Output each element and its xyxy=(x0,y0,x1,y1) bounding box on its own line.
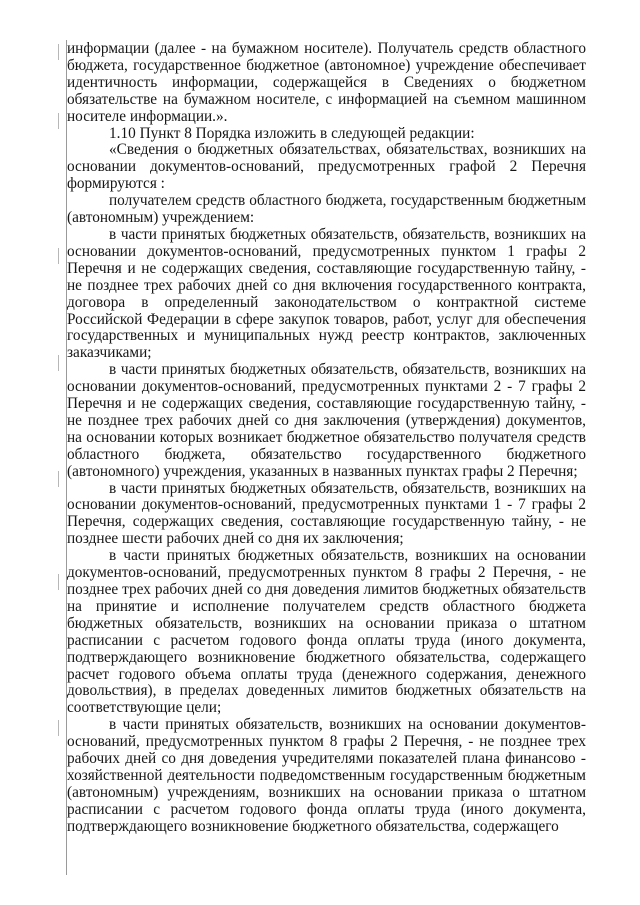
scan-mark xyxy=(58,355,59,371)
scan-mark xyxy=(58,248,59,264)
scan-mark xyxy=(58,44,59,60)
paragraph-continuation: информации (далее - на бумажном носителе). Получатель средств областного бюджета, государственное бюджетное (автономное) учреждение обеспечивает идентичность информации, содержащейся в Сведениях о бюджетном обязательстве на бумажном носителе, с информацией на съемном машинном носителе информации.». xyxy=(67,40,586,125)
paragraph-intro: «Сведения о бюджетных обязательствах, обязательствах, возникших на основании документов-оснований, предусмотренных графой 2 Перечня формируются : xyxy=(67,141,586,193)
scan-mark xyxy=(58,720,59,736)
paragraph-item-2: в части принятых бюджетных обязательств, обязательств, возникших на основании документов-оснований, предусмотренных пунктами 2 - 7 графы 2 Перечня и не содержащих сведения, составляющие государственную тайну, - не позднее трех рабочих дней со дня заключения (утверждения) документов, на основании которых возникает бюджетное обязательство получателя средств областного бюджета, обязательство государственного бюджетного (автономного) учреждения, указанных в названных пунктах графы 2 Перечня; xyxy=(67,361,586,480)
paragraph-item-3: в части принятых бюджетных обязательств, обязательств, возникших на основании документов-оснований, предусмотренных пунктами 1 - 7 графы 2 Перечня, содержащих сведения, составляющие государственную тайну, - не позднее шести рабочих дней со дня их заключения; xyxy=(67,479,586,548)
scan-mark xyxy=(58,574,59,590)
scan-mark xyxy=(58,113,59,129)
paragraph-amendment-heading: 1.10 Пункт 8 Порядка изложить в следующей редакции: xyxy=(109,124,475,142)
paragraph-item-1: в части принятых бюджетных обязательств, обязательств, возникших на основании документов-оснований, предусмотренных пунктом 1 графы 2 Перечня и не содержащих сведения, составляющие государственную тайну, - не позднее трех рабочих дней со дня включения государственного контракта, договора в определенный законодательством о контрактной системе Российской Федерации в сфере закупок товаров, работ, услуг для обеспечения государственных и муниципальных нужд реестр контрактов, заключенных заказчиками; xyxy=(67,225,586,362)
paragraph-item-4: в части принятых бюджетных обязательств, возникших на основании документов-оснований, предусмотренных пунктом 8 графы 2 Перечня, - не позднее трех рабочих дней со дня доведения лимитов бюджетных обязательств на принятие и исполнение получателем средств областного бюджета бюджетных обязательств, возникших на основании приказа о штатном расписании с расчетом годового фонда оплаты труда (иного документа, подтверждающего возникновение бюджетного обязательства, содержащего расчет годового объема оплаты труда (денежного содержания, денежного довольствия), в пределах доведенных лимитов бюджетных обязательств на соответствующие цели; xyxy=(67,547,586,717)
scan-mark xyxy=(58,471,59,487)
paragraph-item-5: в части принятых обязательств, возникших на основании документов-оснований, предусмотренных пунктом 8 графы 2 Перечня, - не позднее трех рабочих дней со дня доведения учредителями показателей плана финансово - хозяйственной деятельности подведомственным государственным бюджетным (автономным) учреждениям, возникших на основании приказа о штатном расписании с расчетом годового фонда оплаты труда (иного документа, подтверждающего возникновение бюджетного обязательства, содержащего xyxy=(67,716,586,835)
paragraph-recipient: получателем средств областного бюджета, государственным бюджетным (автономным) учреждением: xyxy=(67,192,586,227)
document-text xyxy=(67,41,586,836)
